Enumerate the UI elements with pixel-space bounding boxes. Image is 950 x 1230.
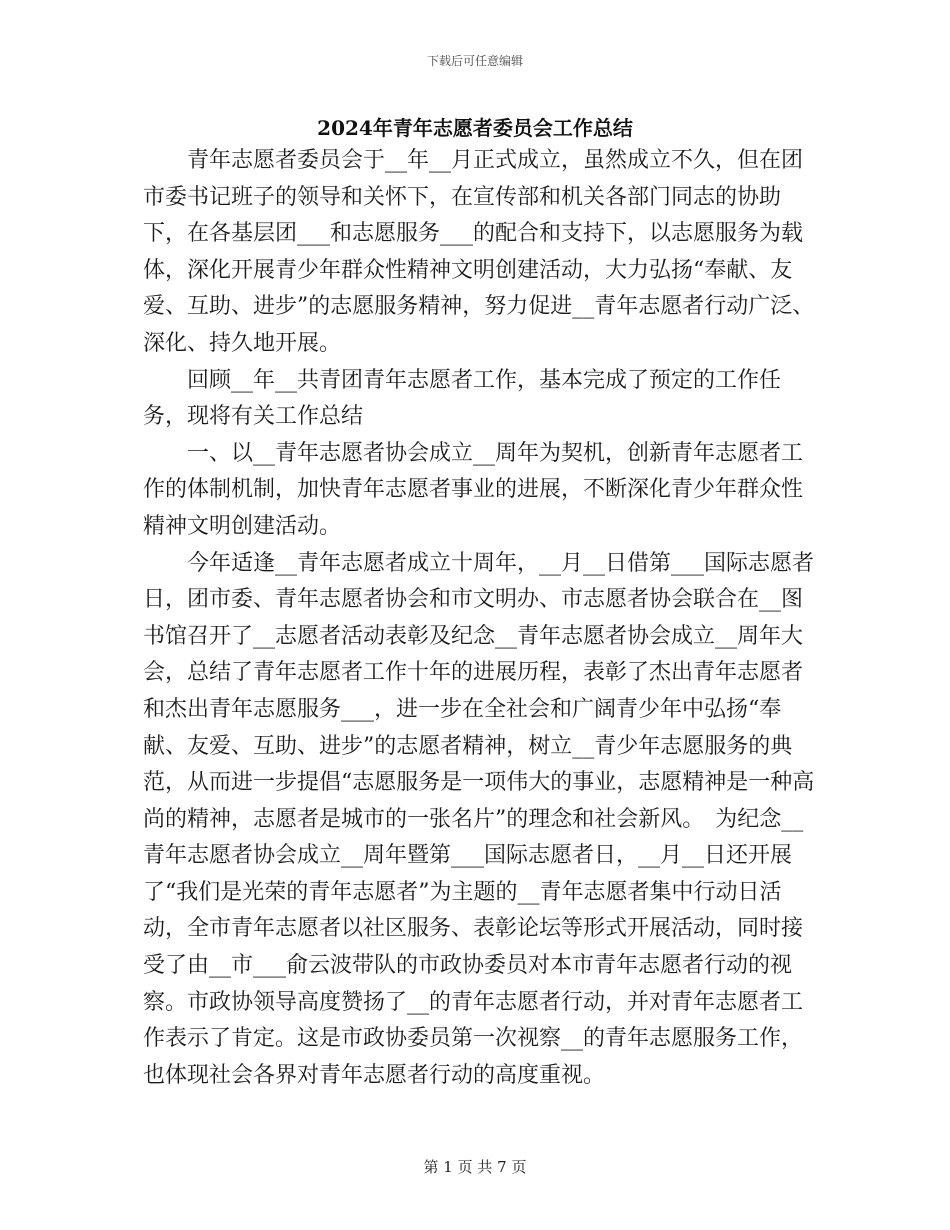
paragraph-review: 回顾__年__共青团青年志愿者工作，基本完成了预定的工作任务，现将有关工作总结 xyxy=(143,367,782,430)
page-number-footer: 第 1 页 共 7 页 xyxy=(423,1158,527,1176)
document-body xyxy=(143,143,823,1094)
paragraph-intro: 青年志愿者委员会于__年__月正式成立，虽然成立不久，但在团市委书记班子的领导和关怀下，在宣传部和机关各部门同志的协助下，在各基层团___和志愿服务___的配合和支持下，以志愿服务为载体，深化开展青少年群众性精神文明创建活动，大力弘扬“奉献、友爱、互助、进步”的志愿服务精神，努力促进__青年志愿者行动广泛、深化、持久地开展。 xyxy=(143,148,815,356)
document-title: 2024年青年志愿者委员会工作总结 xyxy=(317,116,633,140)
paragraph-section-one: 一、以__青年志愿者协会成立__周年为契机，创新青年志愿者工作的体制机制，加快青年志愿者事业的进展，不断深化青少年群众性精神文明创建活动。 xyxy=(143,440,804,539)
paragraph-anniversary: 今年适逢__青年志愿者成立十周年，__月__日借第___国际志愿者日，团市委、青年志愿者协会和市文明办、市志愿者协会联合在__图书馆召开了__志愿者活动表彰及纪念__青年志愿者协会成立__周年大会，总结了青年志愿者工作十年的进展历程，表彰了杰出青年志愿者和杰出青年志愿服务___，进一步在全社会和广阔青少年中弘扬“奉献、友爱、互助、进步”的志愿者精神，树立__青少年志愿服务的典范，从而进一步提倡“志愿服务是一项伟大的事业，志愿精神是一种高尚的精神，志愿者是城市的一张名片”的理念和社会新风。 为纪念__青年志愿者协会成立__周年暨第___国际志愿者日，__月__日还开展了“我们是光荣的青年志愿者”为主题的__青年志愿者集中行动日活动，全市青年志愿者以社区服务、表彰论坛等形式开展活动，同时接受了由__市___俞云波带队的市政协委员对本市青年志愿者行动的视察。市政协领导高度赞扬了__的青年志愿者行动，并对青年志愿者工作表示了肯定。这是市政协委员第一次视察__的青年志愿服务工作，也体现社会各界对青年志愿者行动的高度重视。 xyxy=(143,550,815,1088)
header-note: 下载后可任意编辑 xyxy=(426,54,523,68)
